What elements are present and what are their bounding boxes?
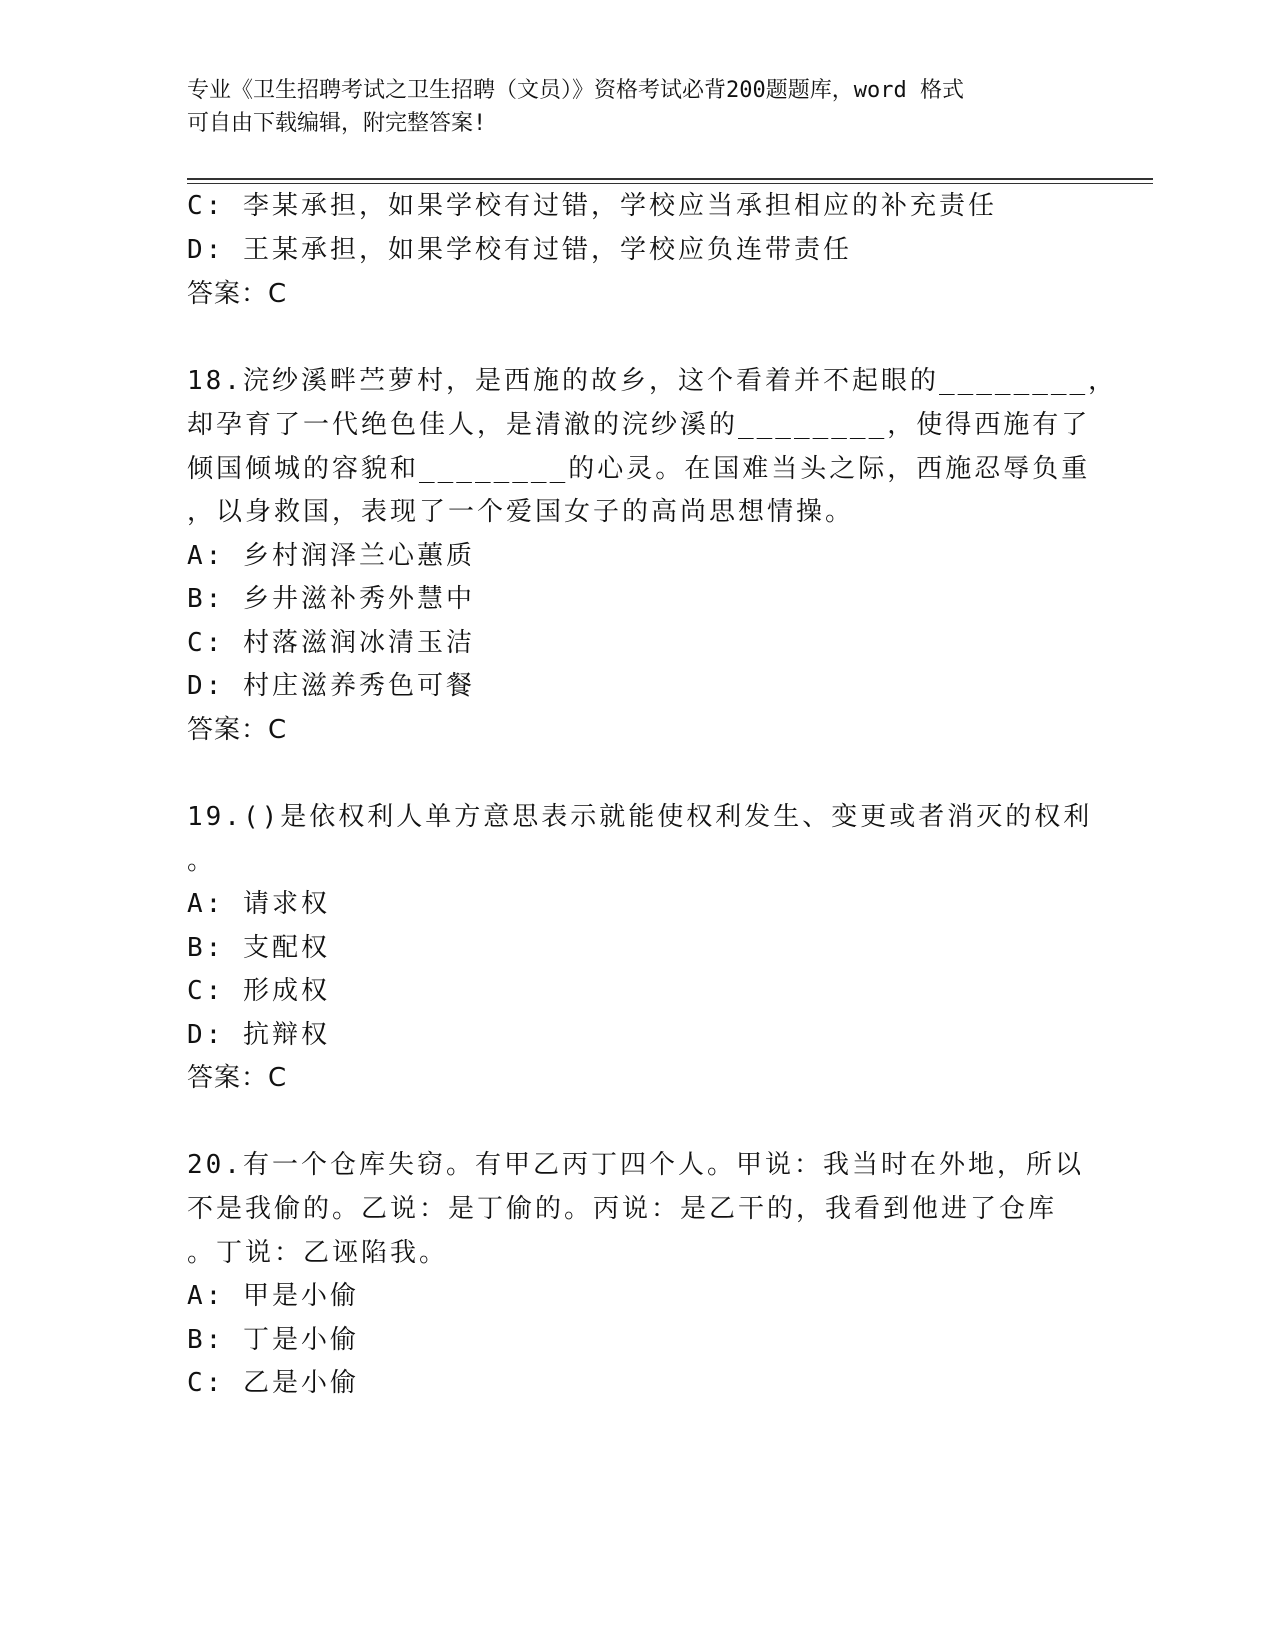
- q19-option-a: A: 请求权: [187, 889, 330, 919]
- q20-option-a: A: 甲是小偷: [187, 1281, 359, 1311]
- q19-stem-line1: 19.()是依权利人单方意思表示就能使权利发生、变更或者消灭的权利: [187, 802, 1093, 832]
- header-title-line1: 专业《卫生招聘考试之卫生招聘（文员）》资格考试必背200题题库，word 格式: [187, 78, 964, 103]
- q19-option-b: B: 支配权: [187, 933, 330, 963]
- q18-option-a: A: 乡村润泽兰心蕙质: [187, 541, 475, 571]
- q17-answer: 答案：C: [187, 279, 288, 309]
- header-divider-thick: [187, 178, 1153, 180]
- q20-stem-line3: 。丁说：乙诬陷我。: [187, 1238, 449, 1268]
- q20-option-c: C: 乙是小偷: [187, 1368, 359, 1398]
- q18-answer: 答案：C: [187, 715, 288, 745]
- q18-stem-line3: 倾国倾城的容貌和________的心灵。在国难当头之际，西施忍辱负重: [187, 454, 1091, 484]
- q20-stem-line2: 不是我偷的。乙说：是丁偷的。丙说：是乙干的，我看到他进了仓库: [187, 1194, 1058, 1224]
- document-header: [187, 74, 1087, 140]
- q18-option-c: C: 村落滋润冰清玉洁: [187, 628, 475, 658]
- q18-stem-line1: 18.浣纱溪畔苎萝村，是西施的故乡，这个看着并不起眼的________，: [187, 366, 1118, 396]
- q20-stem-line1: 20.有一个仓库失窃。有甲乙丙丁四个人。甲说：我当时在外地，所以: [187, 1150, 1084, 1180]
- q18-option-b: B: 乡井滋补秀外慧中: [187, 584, 475, 614]
- q20-option-b: B: 丁是小偷: [187, 1325, 359, 1355]
- q18-stem-line2: 却孕育了一代绝色佳人，是清澈的浣纱溪的________，使得西施有了: [187, 410, 1091, 440]
- q18-stem-line4: ，以身救国，表现了一个爱国女子的高尚思想情操。: [187, 497, 855, 527]
- q19-option-d: D: 抗辩权: [187, 1020, 330, 1050]
- q19-answer: 答案：C: [187, 1063, 288, 1093]
- q19-stem-line2: 。: [187, 846, 217, 876]
- header-divider-thin: [187, 183, 1153, 184]
- q17-option-d: D: 王某承担，如果学校有过错，学校应负连带责任: [187, 235, 852, 265]
- q17-option-c: C: 李某承担，如果学校有过错，学校应当承担相应的补充责任: [187, 191, 997, 221]
- header-title-line2: 可自由下载编辑，附完整答案!: [187, 111, 487, 136]
- q19-option-c: C: 形成权: [187, 976, 330, 1006]
- q18-option-d: D: 村庄滋养秀色可餐: [187, 671, 475, 701]
